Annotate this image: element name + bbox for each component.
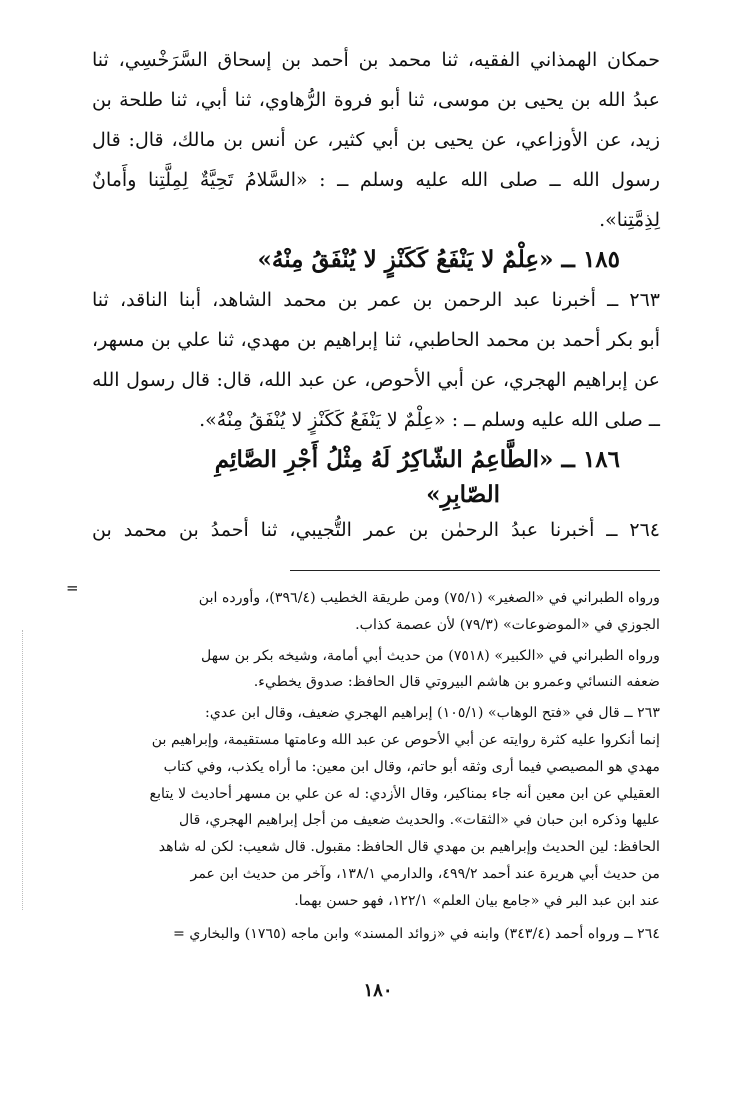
text-line: ــ صلى الله عليه وسلم ــ : «عِلْمٌ لا يَنْفَعُ كَكَنْزٍ لا يُنْفَقُ مِنْهُ». [199, 409, 660, 431]
main-text [92, 40, 660, 550]
hadith-heading-186: ١٨٦ ــ «الطَّاعِمُ الشّاكِرُ لَهُ مِثْلُ أَجْرِ الصَّائِمِ [214, 446, 620, 473]
scan-margin-line [22, 630, 23, 910]
footnote-line: عند ابن عبد البر في «جامع بيان العلم» ١٢٢/١، فهو حسن بهما. [294, 892, 660, 909]
footnote-line: عليها وذكره ابن حبان في «الثقات». والحديث ضعيف من أجل إبراهيم الهجري، قال [178, 812, 660, 829]
hadith-heading-185: ١٨٥ ــ «عِلْمٌ لا يَنْفَعُ كَكَنْزٍ لا يُنْفَقُ مِنْهُ» [257, 246, 620, 273]
footnote-line: مهدي هو المصيصي فيما أرى وثقه أبو حاتم، وقال ابن معين: ما أراه يكذب، وفي كتاب [163, 758, 660, 775]
footnote-264 [92, 921, 660, 948]
footnote-line: ٢٦٤ ــ ورواه أحمد (٣٤٣/٤) وابنه في «زوائد المسند» وابن ماجه (١٧٦٥) والبخاري = [172, 925, 660, 942]
page-number: ١٨٠ [363, 980, 393, 1001]
text-line: ٢٦٤ ــ أخبرنا عبدُ الرحمٰن بن عمر التُّجيبي، ثنا أحمدُ بن محمد بن [92, 519, 660, 541]
text-line: رسول الله ــ صلى الله عليه وسلم ــ : «السَّلامُ تَحِيَّةٌ لِمِلَّتِنا وأَمانٌ لِذِمَّتِنا». [92, 169, 660, 231]
text-line: عن إبراهيم الهجري، عن أبي الأحوص، عن عبد الله، قال: قال رسول الله [92, 369, 660, 391]
footnote-continuation-mark: = [66, 579, 79, 597]
footnote-line: الحافظ: لين الحديث وإبراهيم بن مهدي قال الحافظ: مقبول. قال شعيب: لكن له شاهد [158, 839, 660, 856]
footnote [92, 643, 660, 697]
footnote-line: العقيلي عن ابن معين أنه جاء بمناكير، وقال الأزدي: له عن علي بن مسهر أحاديث لا يتابع [149, 785, 660, 802]
footnote-line: الجوزي في «الموضوعات» (٧٩/٣) لأن عصمة كذاب. [355, 616, 660, 633]
footnote-line: ضعفه النسائي وعمرو بن هاشم البيروتي قال الحافظ: صدوق يخطيء. [253, 674, 660, 691]
text-line: ٢٦٣ ــ أخبرنا عبد الرحمن بن عمر بن محمد الشاهد، أبنا الناقد، ثنا [92, 289, 660, 311]
text-line: حمكان الهمذاني الفقيه، ثنا محمد بن أحمد بن إسحاق السَّرَخْسِي، ثنا [92, 49, 660, 71]
footnote-line: من حديث أبي هريرة عند أحمد ٤٩٩/٢، والدارمي ١٣٨/١، وآخر من حديث ابن عمر [190, 865, 660, 882]
text-line: زيد، عن الأوزاعي، عن يحيى بن أبي كثير، عن أنس بن مالك، قال: قال [92, 129, 660, 151]
footnote-line: إنما أنكروا عليه كثرة روايته عن أبي الأحوص عن عبد الله وعامتها مستقيمة، وإبراهيم بن [151, 731, 660, 748]
footnote-separator [290, 570, 660, 571]
footnotes [92, 585, 660, 947]
footnote [92, 585, 660, 639]
footnote-line: ٢٦٣ ــ قال في «فتح الوهاب» (١٠٥/١) إبراهيم الهجري ضعيف، وقال ابن عدي: [205, 705, 660, 722]
text-line: عبدُ الله بن يحيى بن موسى، ثنا أبو فروة الرُّهاوي، ثنا أبي، ثنا طلحة بن [92, 89, 660, 111]
text-line: أبو بكر أحمد بن محمد الحاطبي، ثنا إبراهيم بن مهدي، ثنا علي بن مسهر، [92, 329, 660, 351]
page-body [92, 40, 660, 953]
hadith-heading-186-continuation: الصّابِرِ» [426, 481, 500, 508]
footnote-line: ورواه الطبراني في «الصغير» (٧٥/١) ومن طريقة الخطيب (٣٩٦/٤)، وأورده ابن [198, 590, 660, 606]
footnote-263 [92, 700, 660, 914]
footnote-line: ورواه الطبراني في «الكبير» (٧٥١٨) من حديث أبي أمامة، وشيخه بكر بن سهل [201, 647, 660, 664]
